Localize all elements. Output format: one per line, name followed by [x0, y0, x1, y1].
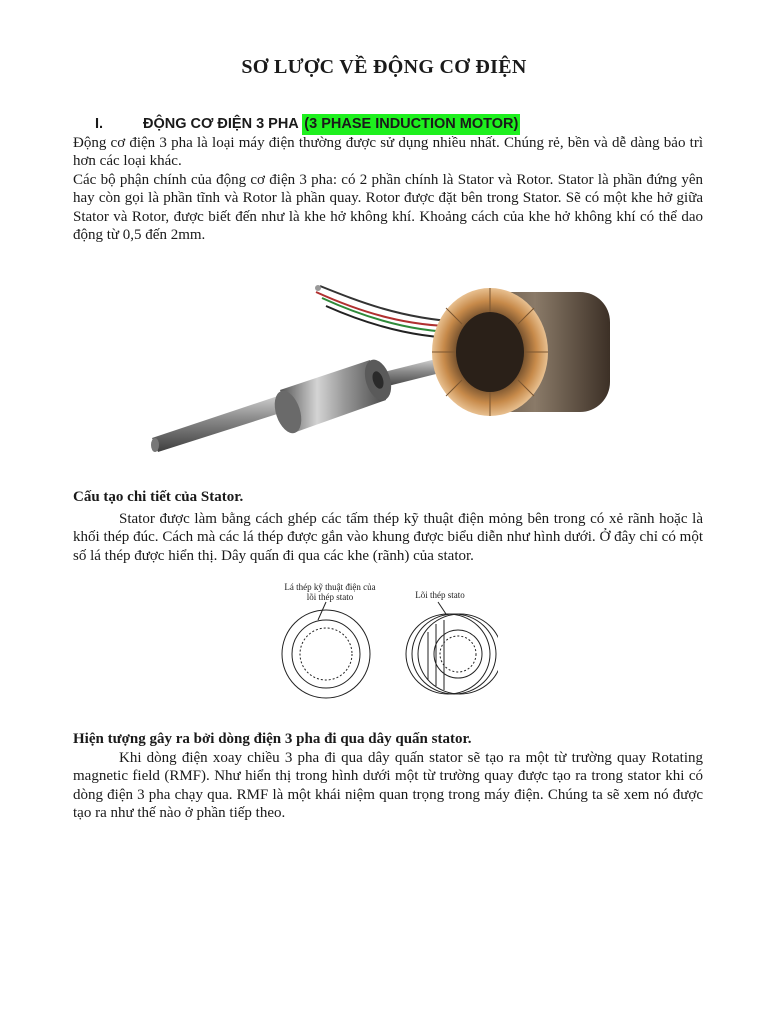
stator-core — [432, 288, 610, 416]
motor-photo — [140, 262, 620, 458]
lamination-label: Lá thép kỹ thuật điện của lõi thép stato — [284, 582, 376, 602]
stator-heading: Cấu tạo chi tiết của Stator. — [73, 489, 244, 505]
intro-paragraph: Động cơ điện 3 pha là loại máy điện thường được sử dụng nhiều nhất. Chúng rẻ, bền và dễ dàng bảo trì hơn các loại khác. — [73, 135, 703, 170]
section-heading — [95, 116, 520, 132]
section-heading-text: ĐỘNG CƠ ĐIỆN 3 PHA — [143, 116, 299, 132]
stator-diagram — [278, 580, 498, 700]
rotor-core — [270, 356, 396, 436]
stator-paragraph: Stator được làm bằng cách ghép các tấm thép kỹ thuật điện mỏng bên trong có xẻ rãnh hoặc là khối thép đúc. Cách mà các lá thép được gắn vào khung được biểu diễn như hình dưới. Ở đây chỉ có một số lá thép được hiển thị. Dây quấn đi qua các khe (rãnh) của stator. — [73, 511, 703, 564]
section-number: I. — [95, 116, 104, 132]
rmf-paragraph: Khi dòng điện xoay chiều 3 pha đi qua dây quấn stator sẽ tạo ra một từ trường quay Rotating magnetic field (RMF). Như hiển thị trong hình dưới một từ trường quay được tạo ra trong stator khi có dòng điện 3 pha chạy qua. RMF là một khái niệm quan trọng trong máy điện. Chúng ta sẽ xem nó được tạo ra như thế nào ở phần tiếp theo. — [73, 750, 703, 822]
main-parts-paragraph: Các bộ phận chính của động cơ điện 3 pha: có 2 phần chính là Stator và Rotor. Stator là phần đứng yên hay còn gọi là phần tĩnh và Rotor là phần quay. Rotor được đặt bên trong Stator. Sẽ có một khe hở giữa Stator và Rotor, được biết đến như là khe hở không khí. Khoảng cách của khe hở không khí có thể dao động từ 0,5 đến 2mm. — [73, 172, 703, 244]
stator-core-label: Lõi thép stato — [415, 590, 465, 600]
stator-core-drawing — [406, 602, 498, 694]
section-heading-highlight: (3 PHASE INDUCTION MOTOR) — [302, 114, 520, 135]
rmf-heading: Hiện tượng gây ra bởi dòng điện 3 pha đi qua dây quấn stator. — [73, 731, 472, 747]
page-title: SƠ LƯỢC VỀ ĐỘNG CƠ ĐIỆN — [241, 56, 527, 78]
lamination-drawing — [282, 602, 370, 698]
